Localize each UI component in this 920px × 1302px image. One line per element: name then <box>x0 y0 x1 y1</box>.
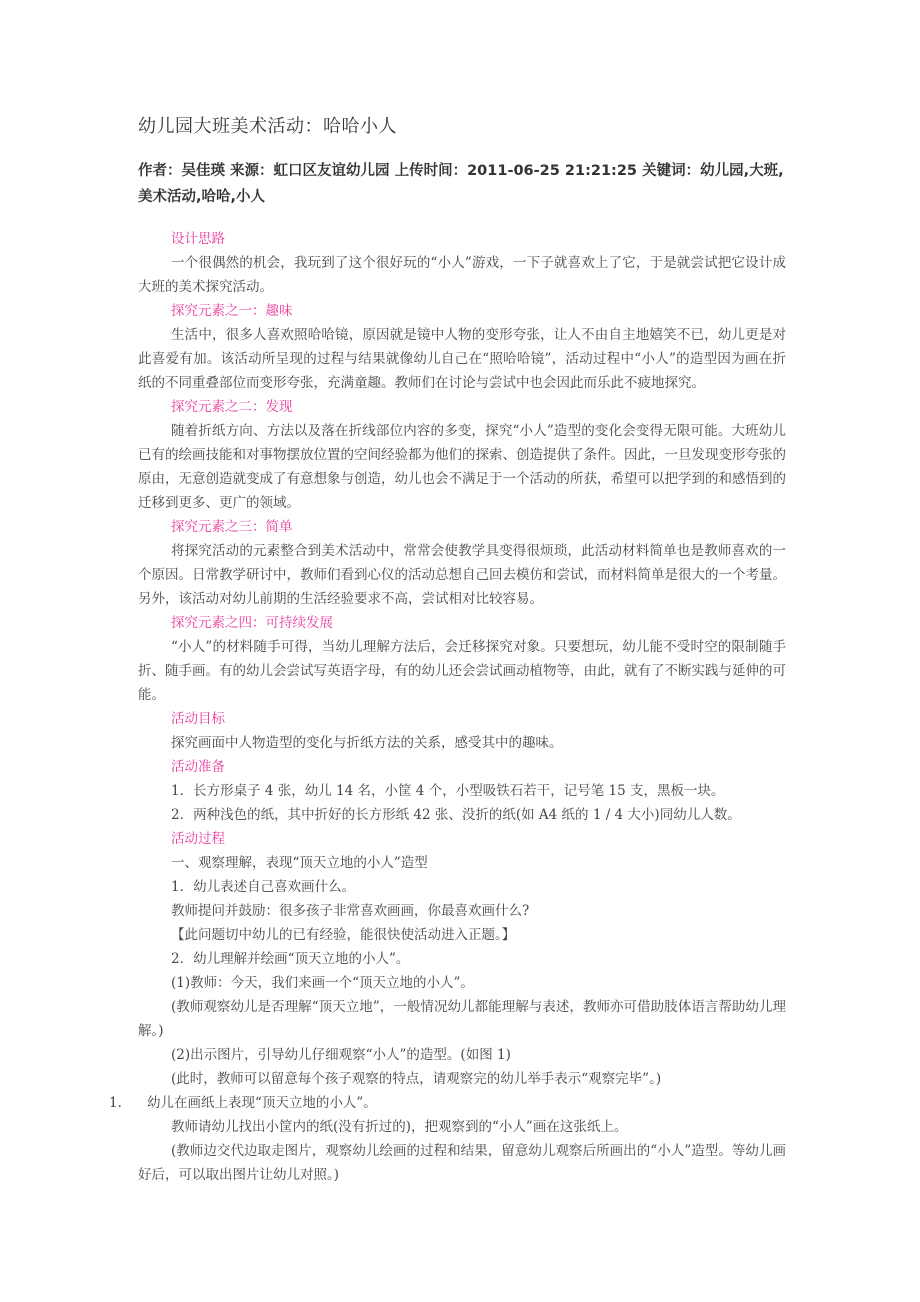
section-heading-element3: 探究元素之三：简单 <box>171 519 293 535</box>
section-text-design: 一个很偶然的机会，我玩到了这个很好玩的“小人”游戏，一下子就喜欢上了它，于是就尝试把它设计成大班的美术探究活动。 <box>138 255 786 295</box>
document-body <box>109 227 786 1187</box>
section-text-element4: “小人”的材料随手可得，当幼儿理解方法后，会迁移探究对象。只要想玩，幼儿能不受时空的限制随手折、随手画。有的幼儿会尝试写英语字母，有的幼儿还会尝试画动植物等，由此，就有了不断实践与延伸的可能。 <box>138 639 786 703</box>
list-number: 1. <box>109 1095 122 1111</box>
list-item-text: 幼儿在画纸上表现“顶天立地的小人”。 <box>147 1095 377 1111</box>
process-line: 2．幼儿理解并绘画“顶天立地的小人”。 <box>171 951 410 967</box>
process-line: (1)教师：今天，我们来画一个“顶天立地的小人”。 <box>171 975 474 991</box>
process-line: 1．幼儿表述自己喜欢画什么。 <box>171 879 356 895</box>
numbered-list-item <box>109 1091 786 1115</box>
section-text-element2: 随着折纸方向、方法以及落在折线部位内容的多变，探究“小人”造型的变化会变得无限可能。大班幼儿已有的绘画技能和对事物摆放位置的空间经验都为他们的探索、创造提供了条件。因此，一旦发现变形夸张的原由，无意创造就变成了有意想象与创造，幼儿也会不满足于一个活动的所获，希望可以把学到的和感悟到的迁移到更多、更广的领域。 <box>138 423 786 511</box>
section-text-goal: 探究画面中人物造型的变化与折纸方法的关系，感受其中的趣味。 <box>171 735 563 751</box>
process-line: (此时，教师可以留意每个孩子观察的特点，请观察完的幼儿举手表示“观察完毕”。) <box>171 1071 662 1087</box>
process-line: (教师观察幼儿是否理解“顶天立地”，一般情况幼儿都能理解与表述，教师亦可借助肢体语言帮助幼儿理解。) <box>138 999 786 1039</box>
section-heading-element1: 探究元素之一：趣味 <box>171 303 293 319</box>
document-meta: 作者：吴佳瑛 来源：虹口区友谊幼儿园 上传时间：2011-06-25 21:21:25 关键词：幼儿园,大班,美术活动,哈哈,小人 <box>138 163 784 205</box>
section-heading-process: 活动过程 <box>171 831 225 847</box>
prep-item: 2．两种浅色的纸，其中折好的长方形纸 42 张、没折的纸(如 A4 纸的 1 / 4 大小)同幼儿人数。 <box>171 807 741 823</box>
process-line: 一、观察理解，表现“顶天立地的小人”造型 <box>171 855 428 871</box>
process-line: 教师请幼儿找出小筐内的纸(没有折过的)，把观察到的“小人”画在这张纸上。 <box>171 1119 628 1135</box>
document-title: 幼儿园大班美术活动：哈哈小人 <box>138 116 397 137</box>
section-heading-prep: 活动准备 <box>171 759 225 775</box>
section-heading-goal: 活动目标 <box>171 711 225 727</box>
process-line: 教师提问并鼓励：很多孩子非常喜欢画画，你最喜欢画什么? <box>171 903 530 919</box>
section-text-element1: 生活中，很多人喜欢照哈哈镜，原因就是镜中人物的变形夸张，让人不由自主地嬉笑不已，幼儿更是对此喜爱有加。该活动所呈现的过程与结果就像幼儿自己在“照哈哈镜”，活动过程中“小人”的造型因为画在折纸的不同重叠部位而变形夸张，充满童趣。教师们在讨论与尝试中也会因此而乐此不疲地探究。 <box>138 327 786 391</box>
section-heading-element4: 探究元素之四：可持续发展 <box>171 615 333 631</box>
section-heading-design: 设计思路 <box>171 231 225 247</box>
section-text-element3: 将探究活动的元素整合到美术活动中，常常会使教学具变得很烦琐，此活动材料简单也是教师喜欢的一个原因。日常教学研讨中，教师们看到心仪的活动总想自己回去模仿和尝试，而材料简单是很大的一个考量。另外，该活动对幼儿前期的生活经验要求不高，尝试相对比较容易。 <box>138 543 786 607</box>
section-heading-element2: 探究元素之二：发现 <box>171 399 293 415</box>
process-line: (教师边交代边取走图片，观察幼儿绘画的过程和结果，留意幼儿观察后所画出的“小人”造型。等幼儿画好后，可以取出图片让幼儿对照。) <box>138 1143 786 1183</box>
process-line: 【此问题切中幼儿的已有经验，能很快使活动进入正题。】 <box>171 927 516 943</box>
process-line: (2)出示图片，引导幼儿仔细观察“小人”的造型。(如图 1) <box>171 1047 511 1063</box>
prep-item: 1．长方形桌子 4 张，幼儿 14 名，小筐 4 个，小型吸铁石若干，记号笔 15 支，黑板一块。 <box>171 783 725 799</box>
